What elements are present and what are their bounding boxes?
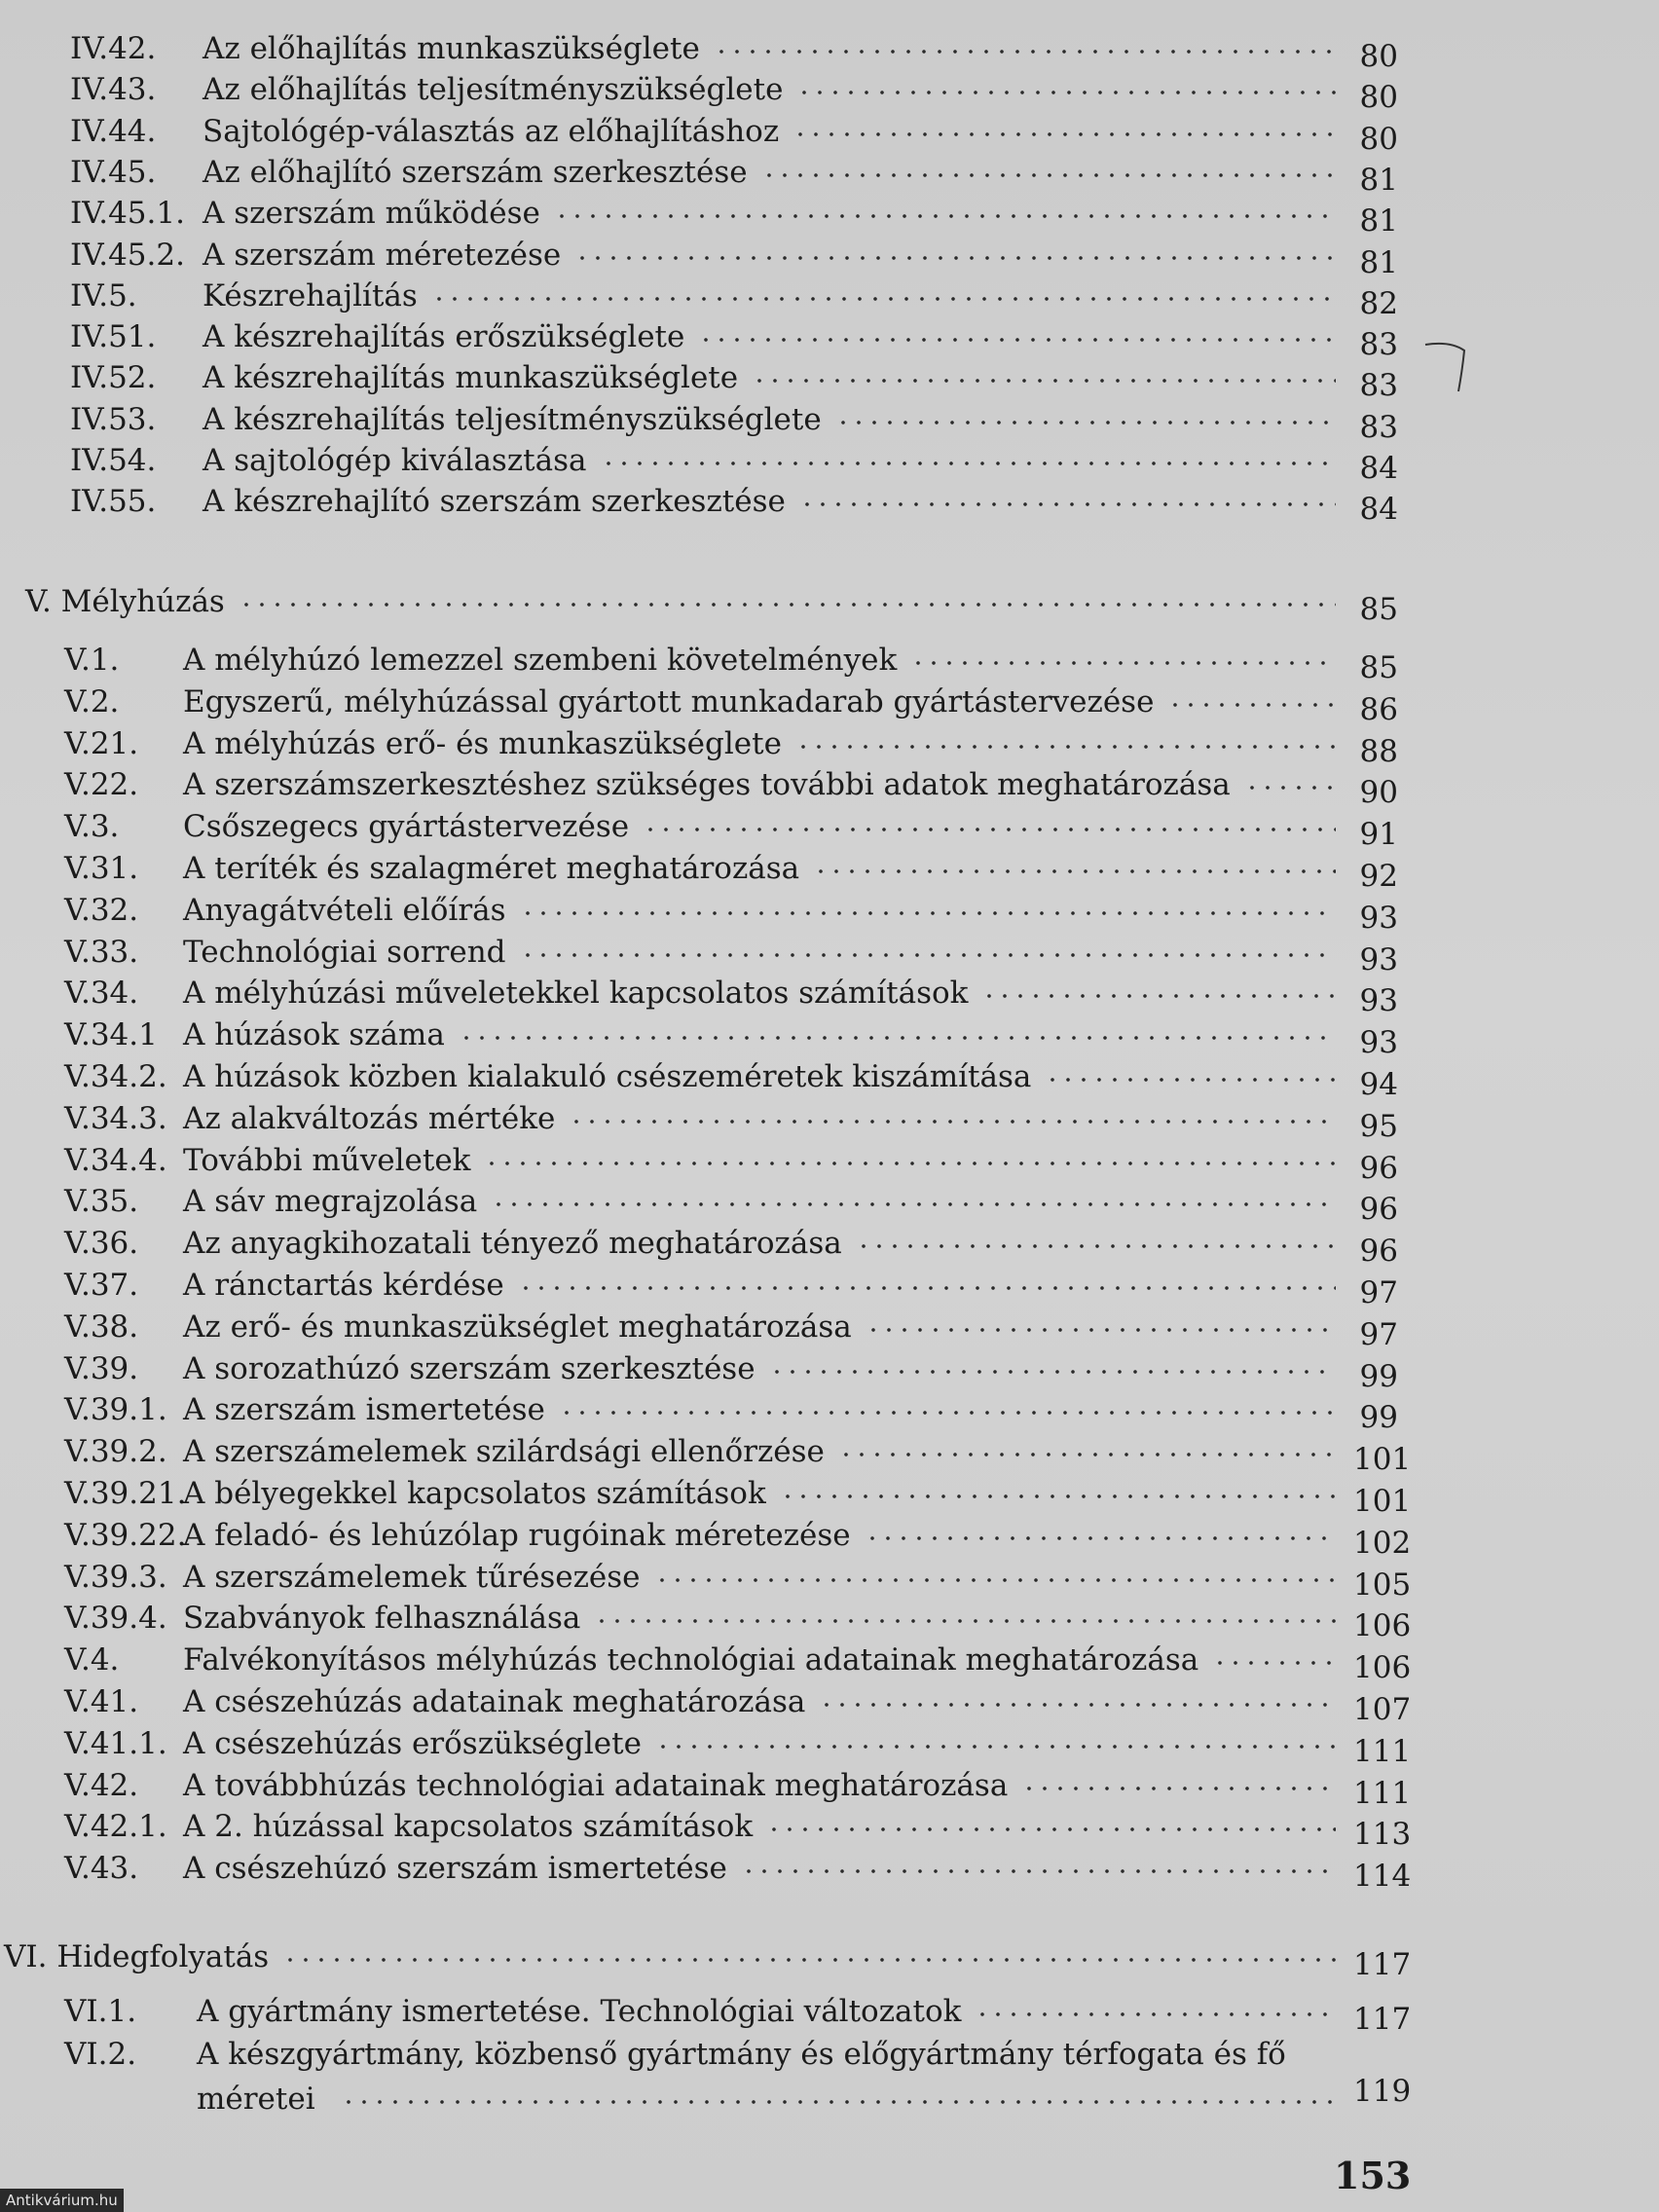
entry-title: A mélyhúzás erő- és munkaszükséglete [183,725,782,761]
entry-title: Anyagátvételi előírás [183,892,506,928]
entry-page: 101 [1353,1442,1412,1478]
entry-number: IV.53. [70,401,157,437]
entry-title: Az előhajlító szerszám szerkesztése [203,154,748,190]
entry-page: 81 [1359,244,1398,280]
entry-number: V.22. [64,767,139,803]
entry-number: V.36. [64,1226,139,1262]
leader-dots [654,1577,1336,1583]
leader-dots [1244,785,1336,791]
entry-number: V.38. [64,1309,139,1345]
toc-entry [0,276,1659,321]
toc-entry [0,1992,1659,2037]
toc-entry [0,1474,1659,1519]
leader-dots [574,255,1336,261]
entry-page: 84 [1359,451,1398,486]
entry-page: 93 [1359,983,1398,1019]
entry-title: A feladó- és lehúzólap rugóinak méretezése [183,1517,851,1553]
entry-title: A bélyegekkel kapcsolatos számítások [183,1476,766,1511]
entry-number: IV.5. [70,277,137,313]
entry-title: A húzások közben kialakuló csészeméretek kiszámítása [183,1059,1032,1094]
entry-number: IV.45. [70,154,157,190]
entry-page: 81 [1359,162,1398,198]
leader-dots [431,296,1336,302]
toc-entry [0,441,1659,486]
toc-entry [0,1182,1659,1227]
entry-page: 81 [1359,203,1398,240]
toc-entry [0,1849,1659,1894]
leader-dots [484,1161,1336,1166]
toc-entry [0,1599,1659,1643]
leader-dots [520,952,1336,958]
leader-dots [1212,1660,1336,1666]
entry-page: 119 [1353,2074,1412,2109]
leader-dots [799,501,1336,507]
entry-title: További műveletek [183,1142,471,1178]
leader-dots [643,827,1336,832]
toc-entry [0,482,1659,527]
entry-title: A csészehúzás adatainak meghatározása [183,1684,806,1719]
toc-entry [0,1266,1659,1310]
leader-dots [865,1535,1336,1541]
page-number: 153 [1334,2154,1412,2197]
toc-entry [0,153,1659,198]
leader-dots [835,420,1336,425]
leader-dots [569,1119,1336,1124]
toc-entry [0,1057,1659,1102]
toc-entry [0,1516,1659,1561]
leader-dots [655,1744,1336,1750]
leader-dots [769,1369,1336,1375]
leader-dots [780,1493,1336,1499]
toc-entry [0,1308,1659,1352]
entry-number: V.32. [64,892,139,928]
entry-number: V.34.1 [64,1017,158,1053]
entry-number: V.31. [64,851,139,886]
entry-page: 106 [1353,1650,1412,1686]
entry-number: V.34.2. [64,1059,167,1094]
entry-title: A csészehúzó szerszám ismertetése [183,1851,727,1887]
watermark: Antikvárium.hu [0,2189,124,2212]
leader-dots [554,213,1336,219]
entry-page: 99 [1359,1358,1398,1394]
entry-page: 93 [1359,1025,1398,1061]
leader-dots [838,1452,1336,1457]
leader-dots [795,744,1336,750]
entry-title: A készrehajlítás munkaszükséglete [203,360,739,396]
entry-title: Készrehajlítás [203,277,418,313]
leader-dots [975,2011,1336,2017]
entry-title: Az előhajlítás munkaszükséglete [203,31,700,66]
leader-dots [766,1826,1336,1832]
entry-title: A 2. húzással kapcsolatos számítások [183,1809,754,1845]
leader-dots [1167,702,1336,708]
entry-number: V.39.2. [64,1434,167,1470]
entry-page: 107 [1353,1692,1412,1727]
entry-number: V.42. [64,1767,139,1803]
entry-page: 105 [1353,1567,1412,1603]
entry-page: 113 [1353,1817,1412,1853]
leader-dots [856,1243,1336,1249]
leader-dots [981,993,1336,999]
entry-number: V.37. [64,1268,139,1303]
entry-number: IV.52. [70,360,157,396]
entry-title: A sorozathúzó szerszám szerkesztése [183,1350,756,1386]
leader-dots [601,461,1336,466]
toc-entry [0,112,1659,157]
toc-entry [0,1390,1659,1435]
toc-entry [0,70,1659,115]
entry-number: V.41. [64,1684,139,1719]
toc-entry [0,1724,1659,1769]
entry-number: IV.54. [70,443,157,478]
entry-page: 114 [1353,1859,1412,1895]
entry-number: V.3. [64,809,120,845]
entry-number: V.34.4. [64,1142,167,1178]
leader-dots [518,1285,1336,1291]
toc-entry [0,1641,1659,1685]
toc-entry [0,1224,1659,1269]
entry-number: VI.1. [64,1994,137,2029]
entry-page: 82 [1359,285,1398,321]
entry-title: Csőszegecs gyártástervezése [183,809,630,845]
entry-page: 97 [1359,1316,1398,1352]
toc-entry [0,1558,1659,1603]
entry-title: A szerszám ismertetése [183,1392,545,1428]
toc-entry [0,1015,1659,1060]
entry-page: 117 [1353,2002,1412,2037]
entry-title: A készrehajlítás teljesítményszükséglete [203,401,822,437]
toc-entry [0,933,1659,977]
entry-title: A csészehúzás erőszükséglete [183,1725,642,1761]
toc-entry [0,641,1659,685]
entry-page: 80 [1359,80,1398,116]
entry-number: V.39.4. [64,1601,167,1637]
chapter-v-title: V. Mélyhúzás [25,584,225,619]
entry-title: Az alakváltozás mértéke [183,1100,556,1136]
entry-title: A készrehajlító szerszám szerkesztése [203,484,786,520]
toc-entry [0,1432,1659,1477]
entry-number: IV.45.2. [70,237,185,273]
entry-number: V.42.1. [64,1809,167,1845]
entry-number: V.39.3. [64,1559,167,1595]
entry-title: Falvékonyításos mélyhúzás technológiai adatainak meghatározása [183,1642,1199,1678]
toc-entry [0,358,1659,403]
entry-page: 93 [1359,941,1398,977]
entry-page: 80 [1359,39,1398,74]
entry-page: 92 [1359,859,1398,894]
entry-title: A sáv megrajzolása [183,1184,478,1220]
chapter-v-page: 85 [1359,592,1398,627]
entry-title: A szerszámelemek tűrésezése [183,1559,641,1595]
entry-page: 80 [1359,121,1398,157]
leader-dots [819,1702,1336,1708]
chapter-vi-page: 117 [1353,1947,1412,1982]
leader-dots [714,49,1336,55]
entry-page: 97 [1359,1275,1398,1310]
toc-entry [0,317,1659,362]
entry-page: 96 [1359,1192,1398,1228]
entry-page: 83 [1359,409,1398,445]
leader-dots [866,1327,1336,1333]
entry-title: Egyszerű, mélyhúzással gyártott munkadarab gyártástervezése [183,683,1155,719]
entry-number: IV.55. [70,484,157,520]
leader-dots [793,131,1336,137]
toc-entry [0,974,1659,1018]
toc-entry [0,236,1659,280]
leader-dots [282,1957,1336,1963]
entry-number: IV.42. [70,31,157,66]
entry-page: 91 [1359,817,1398,853]
entry-page: 111 [1353,1733,1412,1769]
toc-entry [0,29,1659,74]
entry-page: 85 [1359,650,1398,685]
leader-dots [491,1201,1336,1207]
entry-page: 88 [1359,733,1398,769]
pencil-bracket-mark [1421,331,1480,409]
toc-entry [0,400,1659,445]
entry-number: V.39.21. [64,1476,187,1511]
entry-title-line1: A készgyártmány, közbenső gyártmány és előgyártmány térfogata és fő [197,2037,1286,2072]
toc-entry [0,724,1659,769]
toc-entry [0,765,1659,810]
toc-entry [0,807,1659,852]
entry-number: V.43. [64,1851,139,1887]
entry-page: 83 [1359,327,1398,363]
leader-dots [594,1618,1336,1624]
leader-dots [741,1868,1336,1874]
entry-page: 111 [1353,1775,1412,1811]
entry-title: Az anyagkihozatali tényező meghatározása [183,1226,842,1262]
entry-number: V.34. [64,976,139,1012]
entry-page: 93 [1359,900,1398,936]
entry-number: V.35. [64,1184,139,1220]
entry-title-line2: méretei [197,2082,315,2117]
entry-title: A szerszám méretezése [203,237,562,273]
entry-number: V.1. [64,643,120,678]
entry-page: 94 [1359,1067,1398,1102]
leader-dots [796,90,1336,95]
leader-dots [910,660,1336,666]
leader-dots [761,172,1336,178]
toc-entry [0,849,1659,894]
leader-dots [341,2099,1334,2105]
entry-number: IV.45.1. [70,196,185,232]
chapter-v-heading [0,582,1659,627]
entry-number: V.33. [64,934,139,970]
entry-title: A ránctartás kérdése [183,1268,504,1303]
entry-page: 101 [1353,1484,1412,1519]
toc-entry [0,1682,1659,1727]
entry-title: A továbbhúzás technológiai adatainak meghatározása [183,1767,1009,1803]
entry-page: 106 [1353,1608,1412,1644]
leader-dots [1021,1786,1336,1791]
entry-number: V.4. [64,1642,120,1678]
leader-dots [1045,1077,1336,1083]
entry-title: A teríték és szalagméret meghatározása [183,851,800,886]
entry-page: 95 [1359,1108,1398,1144]
entry-title: Technológiai sorrend [183,934,506,970]
leader-dots [520,910,1336,916]
entry-number: VI.2. [64,2037,137,2072]
toc-entry [0,1099,1659,1144]
entry-title: A szerszám működése [203,196,540,232]
entry-title: Az erő- és munkaszükséglet meghatározása [183,1309,852,1345]
leader-dots [813,868,1336,874]
entry-page: 96 [1359,1234,1398,1270]
entry-title: A szerszámelemek szilárdsági ellenőrzése [183,1434,825,1470]
leader-dots [459,1035,1336,1041]
entry-title: Szabványok felhasználása [183,1601,581,1637]
entry-title: Az előhajlítás teljesítményszükséglete [203,72,784,108]
entry-title: A készrehajlítás erőszükséglete [203,319,685,355]
entry-page: 102 [1353,1525,1412,1561]
entry-number: V.39.1. [64,1392,167,1428]
entry-page: 86 [1359,691,1398,727]
toc-entry [0,891,1659,936]
entry-title: Sajtológép-választás az előhajlításhoz [203,113,780,149]
entry-number: V.34.3. [64,1100,167,1136]
toc-entry [0,1807,1659,1852]
leader-dots [698,337,1336,343]
entry-number: IV.44. [70,113,157,149]
entry-title: A sajtológép kiválasztása [203,443,587,478]
toc-entry [0,1141,1659,1186]
entry-number: V.39.22. [64,1517,187,1553]
entry-title: A mélyhúzó lemezzel szembeni követelmények [183,643,898,678]
chapter-vi-heading [0,1937,1659,1982]
entry-number: IV.51. [70,319,157,355]
entry-number: V.39. [64,1350,139,1386]
entry-page: 96 [1359,1150,1398,1186]
entry-page: 84 [1359,492,1398,528]
toc-entry [0,682,1659,727]
entry-title: A húzások száma [183,1017,445,1053]
entry-number: V.2. [64,683,120,719]
chapter-vi-title: VI. Hidegfolyatás [4,1939,270,1974]
toc-entry [0,1349,1659,1394]
entry-number: V.41.1. [64,1725,167,1761]
entry-page: 90 [1359,775,1398,811]
toc-entry [0,194,1659,239]
toc-entry [0,1766,1659,1811]
leader-dots [559,1410,1336,1416]
entry-title: A gyártmány ismertetése. Technológiai változatok [197,1994,962,2029]
entry-number: IV.43. [70,72,157,108]
leader-dots [239,602,1336,608]
entry-page: 99 [1359,1400,1398,1436]
entry-title: A szerszámszerkesztéshez szükséges további adatok meghatározása [183,767,1231,803]
entry-title: A mélyhúzási műveletekkel kapcsolatos számítások [183,976,969,1012]
entry-number: V.21. [64,725,139,761]
leader-dots [752,378,1336,384]
entry-page: 83 [1359,368,1398,404]
